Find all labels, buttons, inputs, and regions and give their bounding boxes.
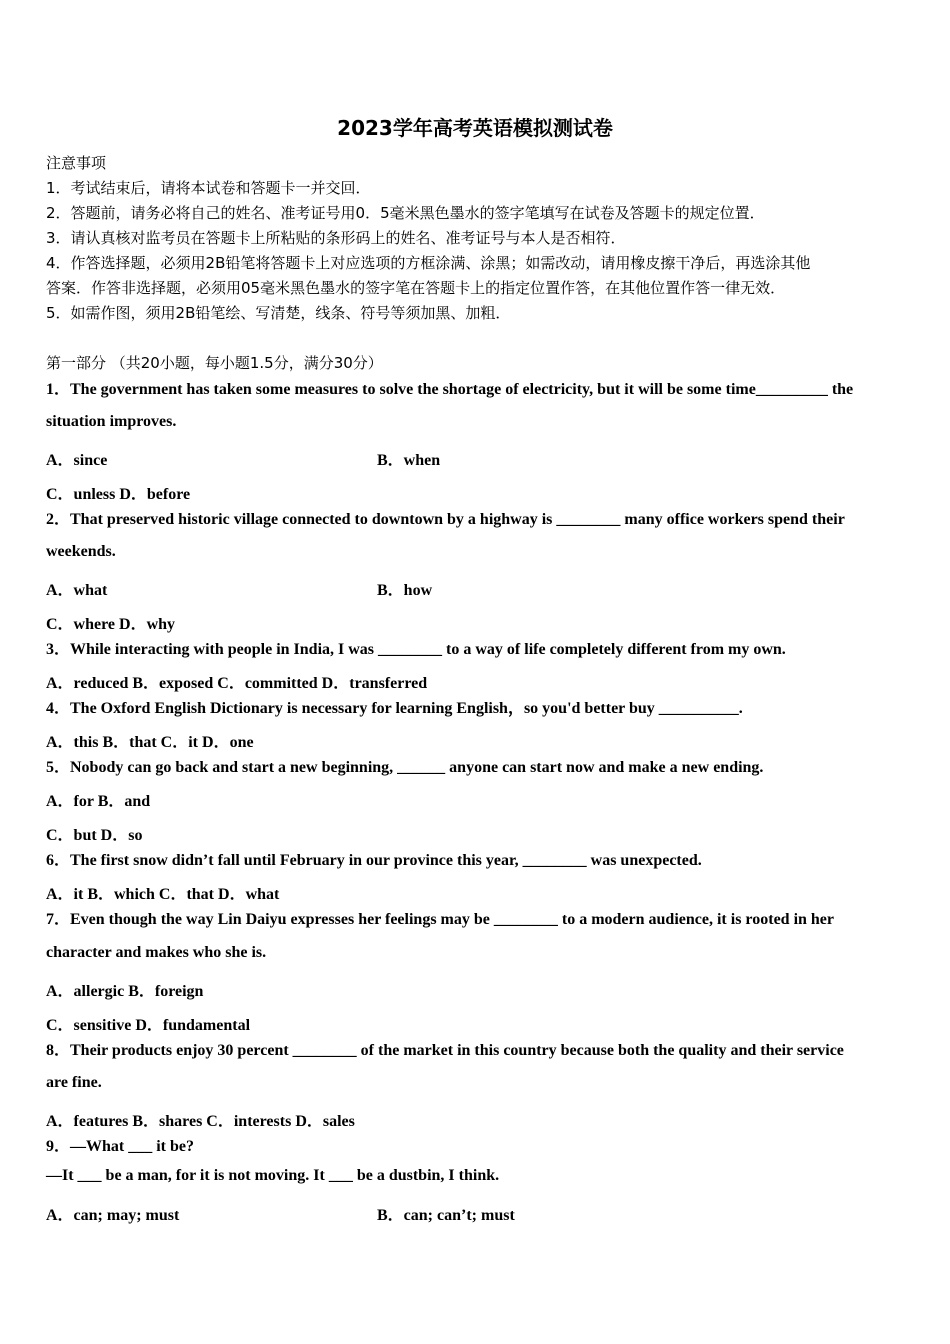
question-6-stem: 6．The first snow didn’t fall until February in our province this year, ________ was unexpected. <box>46 852 702 869</box>
question-8-stem-cont: are fine. <box>46 1074 102 1091</box>
question-9-stem-cont: —It ___ be a man, for it is not moving. It ___ be a dustbin, I think. <box>46 1167 500 1184</box>
question-7-stem-cont: character and makes who she is. <box>46 944 267 961</box>
question-7-options-cd: C．sensitive D．fundamental <box>46 1017 251 1034</box>
question-2-stem-cont: weekends. <box>46 543 116 560</box>
question-1-options-cd: C．unless D．before <box>46 486 191 503</box>
question-7-options-ab: A．allergic B．foreign <box>46 983 204 1000</box>
section-heading: 第一部分 （共20小题，每小题1.5分，满分30分） <box>46 354 383 372</box>
notice-item: 答案．作答非选择题，必须用05毫米黑色墨水的签字笔在答题卡上的指定位置作答，在其他位置作答一律无效． <box>46 279 786 297</box>
question-6-options: A．it B．which C．that D．what <box>46 886 280 903</box>
question-3-options: A．reduced B．exposed C．committed D．transferred <box>46 675 428 692</box>
question-1-option-a: A．since <box>46 452 108 469</box>
question-8-options: A．features B．shares C．interests D．sales <box>46 1113 355 1130</box>
question-1-stem-cont: situation improves. <box>46 413 177 430</box>
question-2-options-cd: C．where D．why <box>46 616 176 633</box>
notice-item: 5．如需作图，须用2B铅笔绘、写清楚，线条、符号等须加黑、加粗． <box>46 304 511 322</box>
question-9-option-b: B．can; can’t; must <box>377 1207 515 1224</box>
question-5-options-ab: A．for B．and <box>46 793 151 810</box>
question-4-options: A．this B．that C．it D．one <box>46 734 254 751</box>
question-1-stem: 1．The government has taken some measures to solve the shortage of electricity, but it will be some time_________ the <box>46 381 854 398</box>
question-2-stem: 2．That preserved historic village connected to downtown by a highway is ________ many office workers spend their <box>46 511 845 528</box>
question-1-option-b: B．when <box>377 452 441 469</box>
notice-item: 1．考试结束后，请将本试卷和答题卡一并交回． <box>46 179 371 197</box>
notice-item: 2．答题前，请务必将自己的姓名、准考证号用0．5毫米黑色墨水的签字笔填写在试卷及答题卡的规定位置． <box>46 204 765 222</box>
question-7-stem: 7．Even though the way Lin Daiyu expresses her feelings may be ________ to a modern audience, it is rooted in her <box>46 911 835 928</box>
question-3-stem: 3．While interacting with people in India, I was ________ to a way of life completely different from my own. <box>46 641 786 658</box>
notice-item: 4．作答选择题，必须用2B铅笔将答题卡上对应选项的方框涂满、涂黑；如需改动，请用橡皮擦干净后，再选涂其他 <box>46 254 811 272</box>
notice-item: 3．请认真核对监考员在答题卡上所粘贴的条形码上的姓名、准考证号与本人是否相符． <box>46 229 626 247</box>
question-9-stem: 9．—What ___ it be? <box>46 1138 195 1155</box>
question-5-stem: 5．Nobody can go back and start a new beginning, ______ anyone can start now and make a new ending. <box>46 759 764 776</box>
page-title: 2023学年高考英语模拟测试卷 <box>337 116 613 140</box>
question-9-option-a: A．can; may; must <box>46 1207 180 1224</box>
question-4-stem: 4．The Oxford English Dictionary is necessary for learning English，so you'd better buy __________. <box>46 700 743 717</box>
question-8-stem: 8．Their products enjoy 30 percent ________ of the market in this country because both the quality and their service <box>46 1042 844 1059</box>
question-2-option-b: B．how <box>377 582 433 599</box>
question-2-option-a: A．what <box>46 582 108 599</box>
question-5-options-cd: C．but D．so <box>46 827 143 844</box>
notice-heading: 注意事项 <box>46 154 107 172</box>
